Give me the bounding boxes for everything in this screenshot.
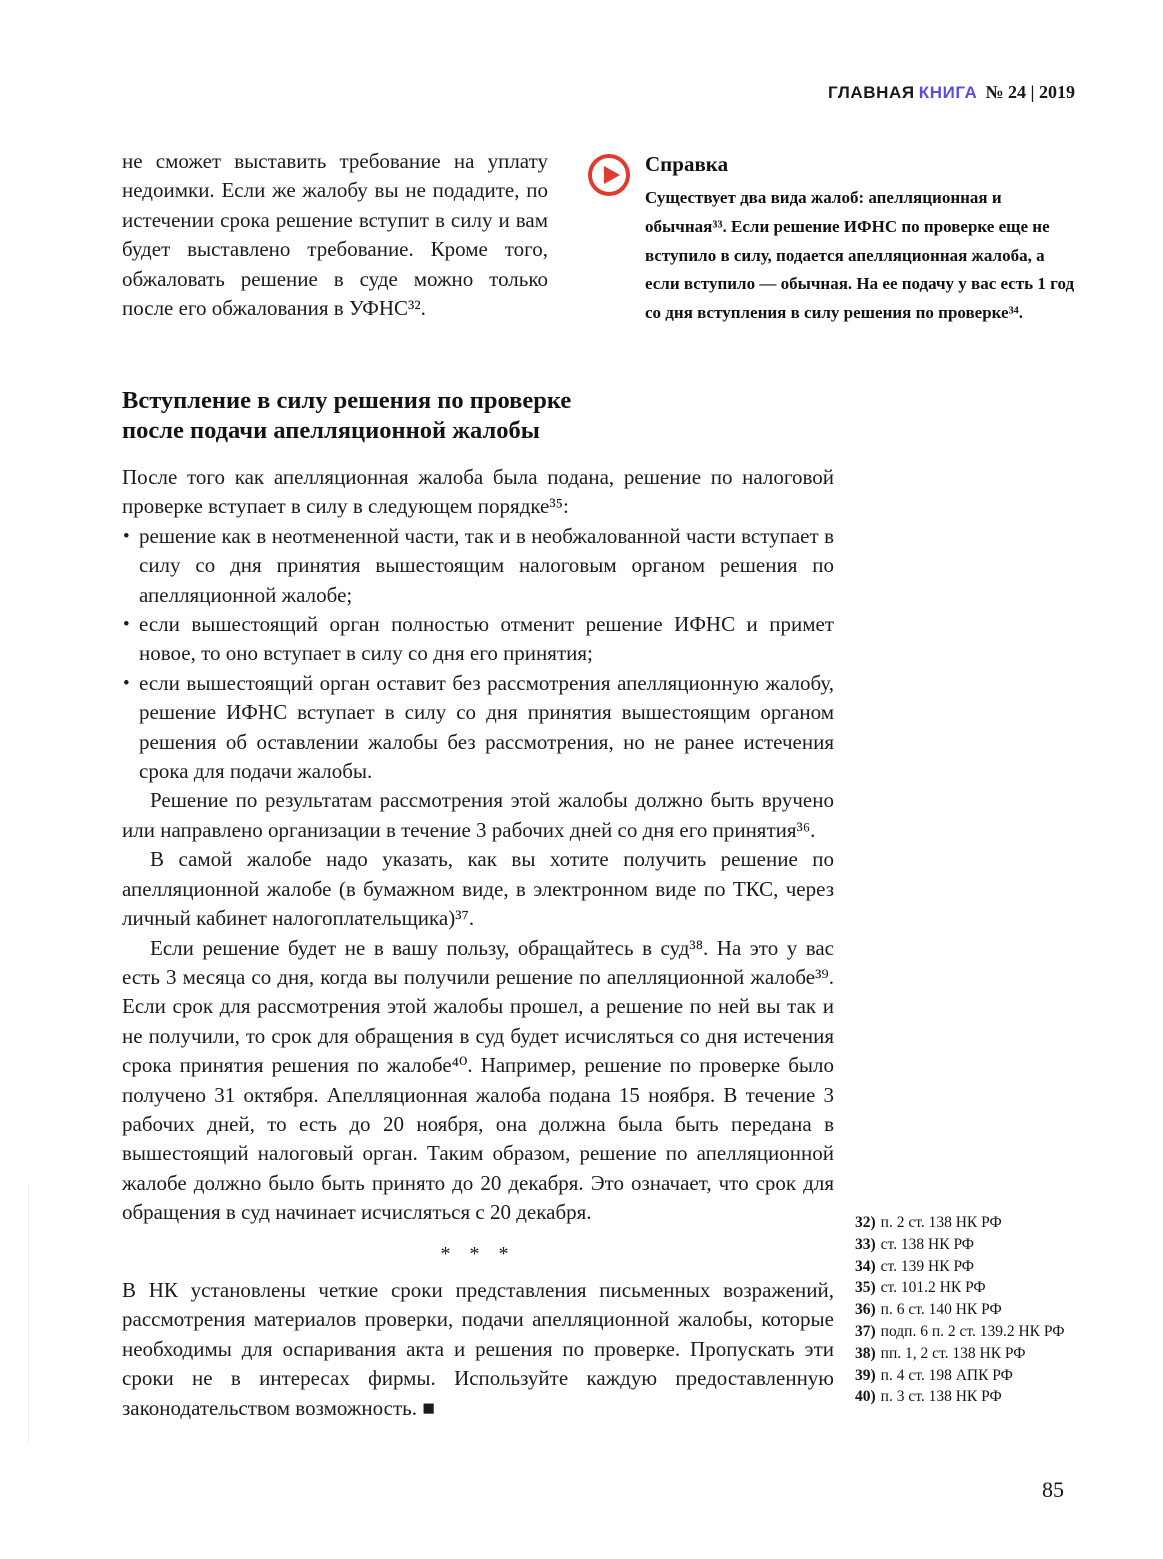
section-text <box>122 463 834 1423</box>
footnote-number: 39) <box>855 1366 876 1384</box>
bullet-item: • решение как в неотмененной части, так и в необжалованной части вступает в силу со дня принятия вышестоящим налоговым органом решения по апелляционной жалобе; <box>122 522 834 610</box>
lead-paragraph: После того как апелляционная жалоба была подана, решение по налоговой проверке вступает в силу в следующем порядке³⁵: <box>122 465 834 519</box>
body-paragraph: Решение по результатам рассмотрения этой жалобы должно быть вручено или направлено организации в течение 3 рабочих дней со дня его принятия³⁶. <box>122 788 834 842</box>
section-heading-line1: Вступление в силу решения по проверке <box>122 387 572 414</box>
footnote-number: 36) <box>855 1301 876 1319</box>
footnote-item <box>855 1256 1125 1278</box>
footnote-text: ст. 101.2 НК РФ <box>880 1279 986 1297</box>
brand-name-part2: КНИГА <box>918 83 978 102</box>
closing-paragraph: В НК установлены четкие сроки представления письменных возражений, рассмотрения материалов проверки, подачи апелляционной жалобы, которые необходимы для оспаривания акта и решения по проверке. Пропускать эти сроки не в интересах фирмы. Используйте каждую предоставленную законодательством возможность. ■ <box>122 1277 834 1420</box>
footnote-text: п. 4 ст. 198 АПК РФ <box>880 1366 1013 1384</box>
footnote-item <box>855 1386 1125 1408</box>
body-paragraph: Если решение будет не в вашу пользу, обращайтесь в суд³⁸. На это у вас есть 3 месяца со дня, когда вы получили решение по апелляционной жалобе³⁹. Если срок для рассмотрения этой жалобы прошел, а решение по ней вы так и не получили, то срок для обращения в суд будет исчисляться со дня истечения срока принятия решения по жалобе⁴⁰. Например, решение по проверке было получено 31 октября. Апелляционная жалоба подана 15 ноября. В течение 3 рабочих дней, то есть до 20 ноября, она должна была быть передана в вышестоящий налоговый орган. Таким образом, решение по апелляционной жалобе должно было быть принято до 20 декабря. Это означает, что срок для обращения в суд начинает исчисляться с 20 декабря. <box>122 935 834 1225</box>
footnote-number: 32) <box>855 1214 876 1231</box>
footnote-number: 33) <box>855 1235 876 1253</box>
page-header <box>0 82 1075 103</box>
footnote-item <box>855 1299 1125 1321</box>
article-body <box>122 386 834 1423</box>
play-circle-icon <box>588 154 630 196</box>
section-heading <box>122 386 834 446</box>
margin-rule-divider <box>28 1183 29 1443</box>
footnotes-list <box>855 1212 1125 1408</box>
section-heading-line2: после подачи апелляционной жалобы <box>122 417 540 444</box>
reference-title: Справка <box>645 152 729 176</box>
footnote-item <box>855 1277 1125 1299</box>
page-number: 85 <box>1042 1477 1064 1502</box>
footnote-item <box>855 1365 1125 1387</box>
footnote-number: 37) <box>855 1322 876 1340</box>
footnote-text: пп. 1, 2 ст. 138 НК РФ <box>880 1344 1026 1362</box>
footnote-text: ст. 139 НК РФ <box>880 1257 975 1275</box>
footnote-item <box>855 1212 1125 1234</box>
footnote-text: п. 3 ст. 138 НК РФ <box>880 1388 1002 1406</box>
footnote-text: подп. 6 п. 2 ст. 139.2 НК РФ <box>880 1322 1065 1340</box>
reference-callout <box>588 152 1076 328</box>
footnote-item <box>855 1343 1125 1365</box>
footnote-number: 35) <box>855 1279 876 1297</box>
reference-body: Существует два вида жалоб: апелляционная и обычная³³. Если решение ИФНС по проверке еще не вступило в силу, подается апелляционная жалоба, а если вступило — обычная. На ее подачу у вас есть 1 год со дня вступления в силу решения по проверке³⁴. <box>645 188 1075 323</box>
intro-paragraph: не сможет выставить требование на уплату недоимки. Если же жалобу вы не подадите, по истечении срока решение вступит в силу и вам будет выставлено требование. Кроме того, обжаловать решение в суде можно только после его обжалования в УФНС³². <box>122 149 548 321</box>
brand-name-part1: ГЛАВНАЯ <box>828 83 915 102</box>
bullet-list <box>122 522 834 787</box>
reference-content <box>645 152 1076 328</box>
footnote-number: 40) <box>855 1388 876 1406</box>
section-separator: * * * <box>440 1242 516 1265</box>
footnote-number: 38) <box>855 1344 876 1362</box>
footnote-text: п. 6 ст. 140 НК РФ <box>880 1301 1002 1319</box>
bullet-item: • если вышестоящий орган оставит без рассмотрения апелляционную жалобу, решение ИФНС вступает в силу со дня принятия вышестоящим органом решения об оставлении жалобы без рассмотрения, но не ранее истечения срока для подачи жалобы. <box>122 669 834 787</box>
footnote-text: п. 2 ст. 138 НК РФ <box>880 1214 1002 1231</box>
issue-number: № 24 | 2019 <box>985 82 1075 102</box>
footnote-number: 34) <box>855 1257 876 1275</box>
footnote-text: ст. 138 НК РФ <box>880 1235 975 1253</box>
body-paragraph: В самой жалобе надо указать, как вы хотите получить решение по апелляционной жалобе (в бумажном виде, в электронном виде по ТКС, через личный кабинет налогоплательщика)³⁷. <box>122 847 834 931</box>
footnote-item <box>855 1234 1125 1256</box>
bullet-item: • если вышестоящий орган полностью отменит решение ИФНС и примет новое, то оно вступает в силу со дня его принятия; <box>122 610 834 669</box>
footnote-item <box>855 1321 1125 1343</box>
paragraph-list <box>122 786 834 1227</box>
